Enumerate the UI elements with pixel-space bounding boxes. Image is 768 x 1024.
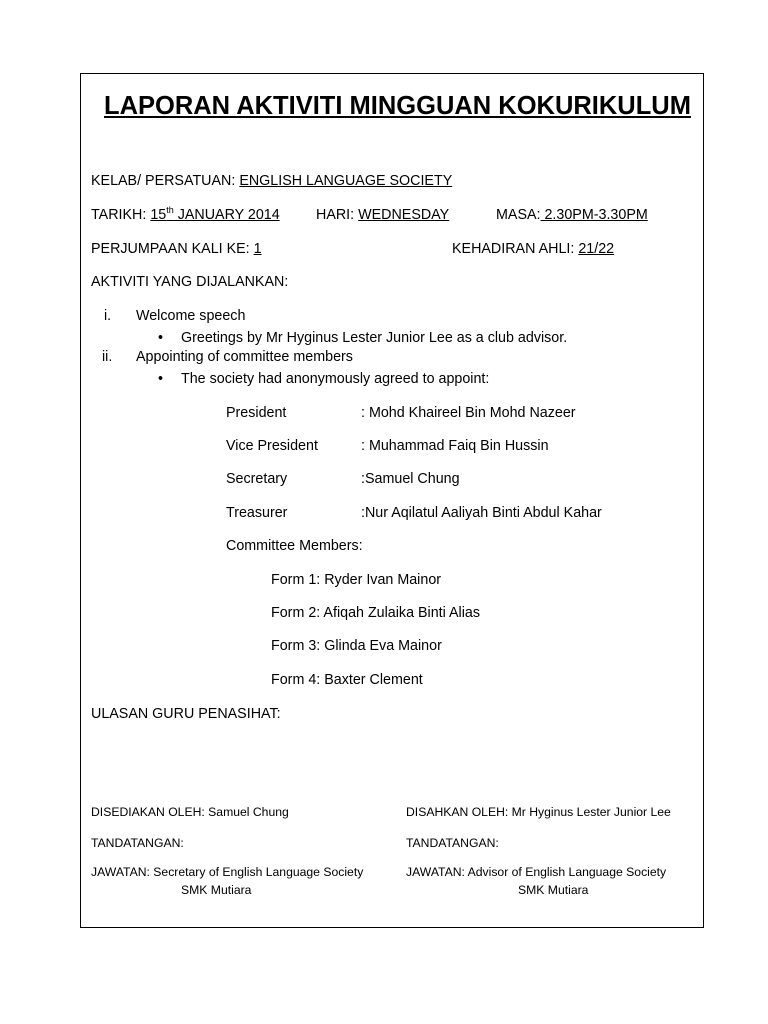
committee-name: :Samuel Chung bbox=[361, 471, 460, 487]
school-left: SMK Mutiara bbox=[181, 883, 252, 897]
committee-role: Secretary bbox=[226, 471, 288, 487]
club-line bbox=[91, 173, 452, 189]
report-frame bbox=[80, 73, 704, 928]
day-label: HARI: bbox=[316, 207, 359, 223]
member-item: Form 1: Ryder Ivan Mainor bbox=[271, 572, 442, 588]
day-line bbox=[316, 207, 449, 223]
members-heading: Committee Members: bbox=[226, 538, 363, 554]
bullet-icon: • bbox=[158, 371, 164, 387]
day-value: WEDNESDAY bbox=[358, 207, 450, 223]
attendance-label: KEHADIRAN AHLI: bbox=[452, 241, 579, 257]
date-rest: JANUARY 2014 bbox=[173, 207, 280, 223]
committee-name: :Nur Aqilatul Aaliyah Binti Abdul Kahar bbox=[361, 505, 602, 521]
activity-bullet-text: The society had anonymously agreed to appoint: bbox=[181, 371, 490, 387]
activities-heading: AKTIVITI YANG DIJALANKAN: bbox=[91, 274, 289, 290]
time-label: MASA: bbox=[496, 207, 541, 223]
prepared-by: DISEDIAKAN OLEH: Samuel Chung bbox=[91, 805, 289, 819]
time-line bbox=[496, 207, 648, 223]
committee-role: President bbox=[226, 405, 287, 421]
position-right: JAWATAN: Advisor of English Language Society bbox=[406, 865, 667, 879]
meeting-label: PERJUMPAAN KALI KE: bbox=[91, 241, 254, 257]
member-item: Form 3: Glinda Eva Mainor bbox=[271, 638, 442, 654]
committee-role: Treasurer bbox=[226, 505, 288, 521]
attendance-value: 21/22 bbox=[578, 241, 615, 257]
position-left: JAWATAN: Secretary of English Language Society bbox=[91, 865, 364, 879]
committee-name: : Muhammad Faiq Bin Hussin bbox=[361, 438, 549, 454]
signature-left: TANDATANGAN: bbox=[91, 836, 184, 850]
school-right: SMK Mutiara bbox=[518, 883, 589, 897]
member-item: Form 2: Afiqah Zulaika Binti Alias bbox=[271, 605, 480, 621]
date-day: 15 bbox=[150, 207, 167, 223]
comment-heading: ULASAN GURU PENASIHAT: bbox=[91, 706, 281, 722]
club-value: ENGLISH LANGUAGE SOCIETY bbox=[239, 173, 453, 189]
signature-right: TANDATANGAN: bbox=[406, 836, 499, 850]
attendance-line bbox=[452, 241, 614, 257]
bullet-icon: • bbox=[158, 330, 164, 346]
committee-name: : Mohd Khaireel Bin Mohd Nazeer bbox=[361, 405, 576, 421]
activity-text: Welcome speech bbox=[136, 308, 246, 324]
report-title: LAPORAN AKTIVITI MINGGUAN KOKURIKULUM bbox=[104, 92, 691, 120]
meeting-line bbox=[91, 241, 262, 257]
member-item: Form 4: Baxter Clement bbox=[271, 672, 423, 688]
activity-numeral: ii. bbox=[102, 349, 113, 365]
activity-text: Appointing of committee members bbox=[136, 349, 353, 365]
date-value bbox=[150, 207, 279, 223]
activity-bullet-text: Greetings by Mr Hyginus Lester Junior Lee as a club advisor. bbox=[181, 330, 568, 346]
date-line bbox=[91, 207, 280, 223]
activity-numeral: i. bbox=[104, 308, 112, 324]
approved-by: DISAHKAN OLEH: Mr Hyginus Lester Junior Lee bbox=[406, 805, 671, 819]
date-suffix: th bbox=[166, 205, 174, 215]
time-value: 2.30PM-3.30PM bbox=[540, 207, 648, 223]
club-label: KELAB/ PERSATUAN: bbox=[91, 173, 240, 189]
date-label: TARIKH: bbox=[91, 207, 151, 223]
committee-role: Vice President bbox=[226, 438, 318, 454]
meeting-value: 1 bbox=[253, 241, 262, 257]
